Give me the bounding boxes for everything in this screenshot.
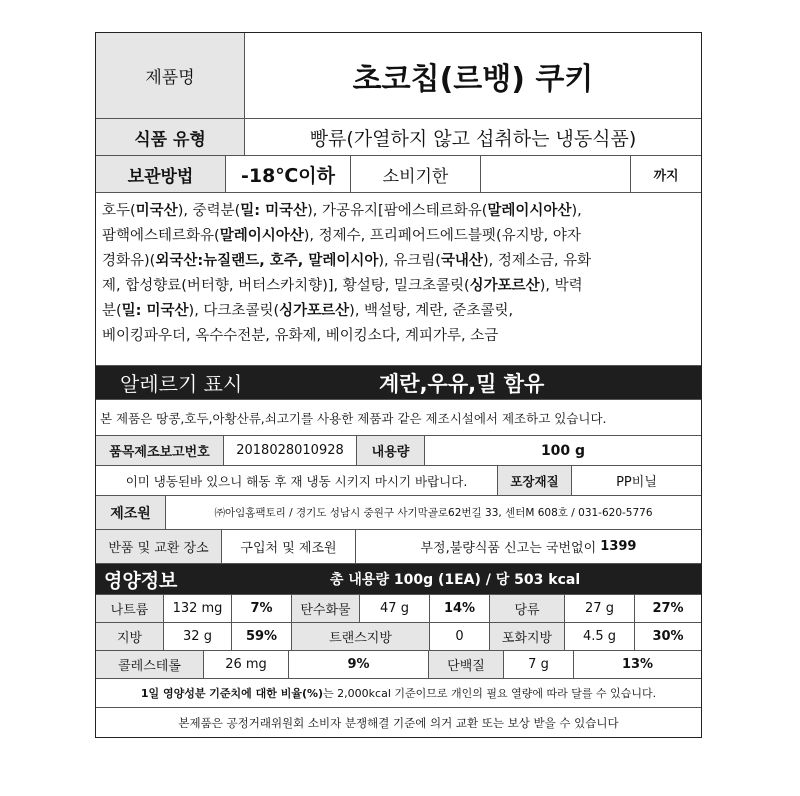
nutrient-name: 당류 [490,595,565,622]
nutrient-percent: 27% [652,601,684,616]
nutrient-name: 포화지방 [490,623,565,650]
ingredient-line [102,274,591,299]
nutrient-amount: 0 [430,623,490,650]
cross-contam-row [96,400,701,436]
nutrition-header [96,564,701,595]
food-type-label: 식품 유형 [96,119,245,155]
nutrient-amount: 4.5 g [565,623,635,650]
nutrient-percent: 30% [652,629,684,644]
ingredient-text: ), 다크초콜릿( [188,303,280,319]
food-type-value: 빵류(가열하지 않고 섭취하는 냉동식품) [309,127,637,150]
footer-row [96,708,701,737]
origin-highlight: 밀: 미국산 [240,203,308,219]
ingredient-text: ), 박력 [539,278,583,294]
nutrient-amount: 7 g [504,651,574,678]
product-name-label: 제품명 [96,33,245,118]
ingredient-text: 경화유)( [102,253,156,269]
origin-highlight: 미국산 [135,203,178,219]
report-line-text: 부정,불량식품 신고는 국번없이 [420,541,597,556]
nutrient-percent: 13% [621,657,654,672]
returns-value: 구입처 및 제조원 [222,530,356,563]
ingredient-text: 팜핵에스테르화유( [102,228,220,244]
report-number: 1399 [600,539,637,554]
origin-highlight: 외국산:뉴질랜드, 호주, 말레이시아 [155,253,379,269]
ingredient-line [102,249,591,274]
footer-text: 본제품은 공정거래위원회 소비자 분쟁해결 기준에 의거 교환 또는 보상 받을 수 있습니다 [178,715,619,730]
cross-contam-text: 본 제품은 땅콩,호두,아황산류,쇠고기를 사용한 제품과 같은 제조시설에서 제조하고 있습니다. [100,410,607,426]
ingredient-line [102,324,591,349]
allergy-label: 알레르기 표시 [120,372,243,396]
nutrient-percent: 14% [430,595,490,622]
product-name: 초코칩(르뱅) 쿠키 [352,61,594,97]
origin-highlight: 말레이시아산 [487,203,572,219]
frozen-text: 이미 냉동된바 있으니 해동 후 재 냉동 시키지 마시기 바랍니다. [96,466,498,495]
nutrient-name: 트랜스지방 [292,623,430,650]
ingredient-text: 제, 합성향료(버터향, 버터스카치향)], 황설탕, 밀크초콜릿( [102,278,470,294]
ingredient-text: ), 정제수, 프리페어드에드블펫(유지방, 야자 [303,228,581,244]
nutrition-title: 영양정보 [104,569,178,592]
returns-label: 반품 및 교환 장소 [96,530,222,563]
report-label: 품목제조보고번호 [96,436,224,465]
nutrition-row-2 [96,623,701,651]
report-line [356,530,701,563]
nutrient-amount: 132 mg [164,595,232,622]
returns-row [96,530,701,564]
ingredient-text: ), 정제소금, 유화 [482,253,592,269]
expiry-value [481,156,631,192]
qty-value: 100 g [540,442,586,459]
product-row [96,33,701,119]
ingredient-text: 호두( [102,203,136,219]
allergy-row [96,366,701,400]
origin-highlight: 싱가포르산 [279,303,350,319]
qty-label: 내용량 [357,436,425,465]
maker-value: ㈜아임홈팩토리 / 경기도 성남시 중원구 사기막골로62번길 33, 센터M 608호 / 031-620-5776 [214,507,653,519]
pack-value: PP비닐 [616,475,657,490]
origin-highlight: 국내산 [440,253,483,269]
nutrient-percent: 7% [232,595,292,622]
ingredient-line [102,199,591,224]
report-value: 2018028010928 [224,436,357,465]
nutrient-percent: 9% [289,651,429,678]
nutrition-summary: 총 내용량 100g (1EA) / 당 503 kcal [330,572,581,588]
nutrition-note [96,679,701,707]
ingredient-line [102,224,591,249]
expiry-suffix: 까지 [653,168,679,184]
ingredient-text: ), 중력분( [177,203,241,219]
nutrient-amount: 26 mg [204,651,289,678]
ingredient-line [102,299,591,324]
ingredient-text: ), 유크림( [378,253,441,269]
nutrition-note-bold: 1일 영양성분 기준치에 대한 비율(%) [140,687,324,700]
origin-highlight: 밀: 미국산 [121,303,189,319]
ingredient-text: 베이킹파우더, 옥수수전분, 유화제, 베이킹소다, 계피가루, 소금 [102,328,499,344]
ingredient-text: 분( [102,303,122,319]
type-row [96,119,701,156]
nutrition-row-1 [96,595,701,623]
nutrient-name: 탄수화물 [292,595,360,622]
pack-label: 포장재질 [498,466,572,495]
nutrient-name: 나트륨 [96,595,164,622]
nutrition-note-rest: 는 2,000kcal 기준이므로 개인의 필요 열량에 따라 달를 수 있습니다. [323,687,657,700]
expiry-label: 소비기한 [351,156,481,192]
nutrient-amount: 27 g [565,595,635,622]
ingredients-text [96,193,597,365]
origin-highlight: 말레이시아산 [219,228,304,244]
nutrient-name: 콜레스테롤 [96,651,204,678]
ingredient-text: ), [571,203,582,219]
maker-label: 제조원 [96,496,166,529]
storage-label: 보관방법 [96,156,226,192]
report-row [96,436,701,466]
origin-highlight: 싱가포르산 [469,278,540,294]
nutrient-amount: 32 g [164,623,232,650]
nutrient-name: 지방 [96,623,164,650]
nutrition-note-row [96,679,701,708]
ingredient-text: ), 백설탕, 계란, 준초콜릿, [349,303,514,319]
nutrient-amount: 47 g [360,595,430,622]
ingredient-text: ), 가공유지[팜에스테르화유( [307,203,488,219]
ingredients-row [96,193,701,366]
frozen-row [96,466,701,496]
nutrient-percent: 59% [232,623,292,650]
storage-value: -18℃이하 [226,156,351,192]
nutrition-row-3 [96,651,701,679]
storage-row [96,156,701,193]
nutrient-name: 단백질 [429,651,504,678]
allergy-value: 계란,우유,밀 함유 [379,371,545,396]
food-label [95,32,702,738]
maker-row [96,496,701,530]
